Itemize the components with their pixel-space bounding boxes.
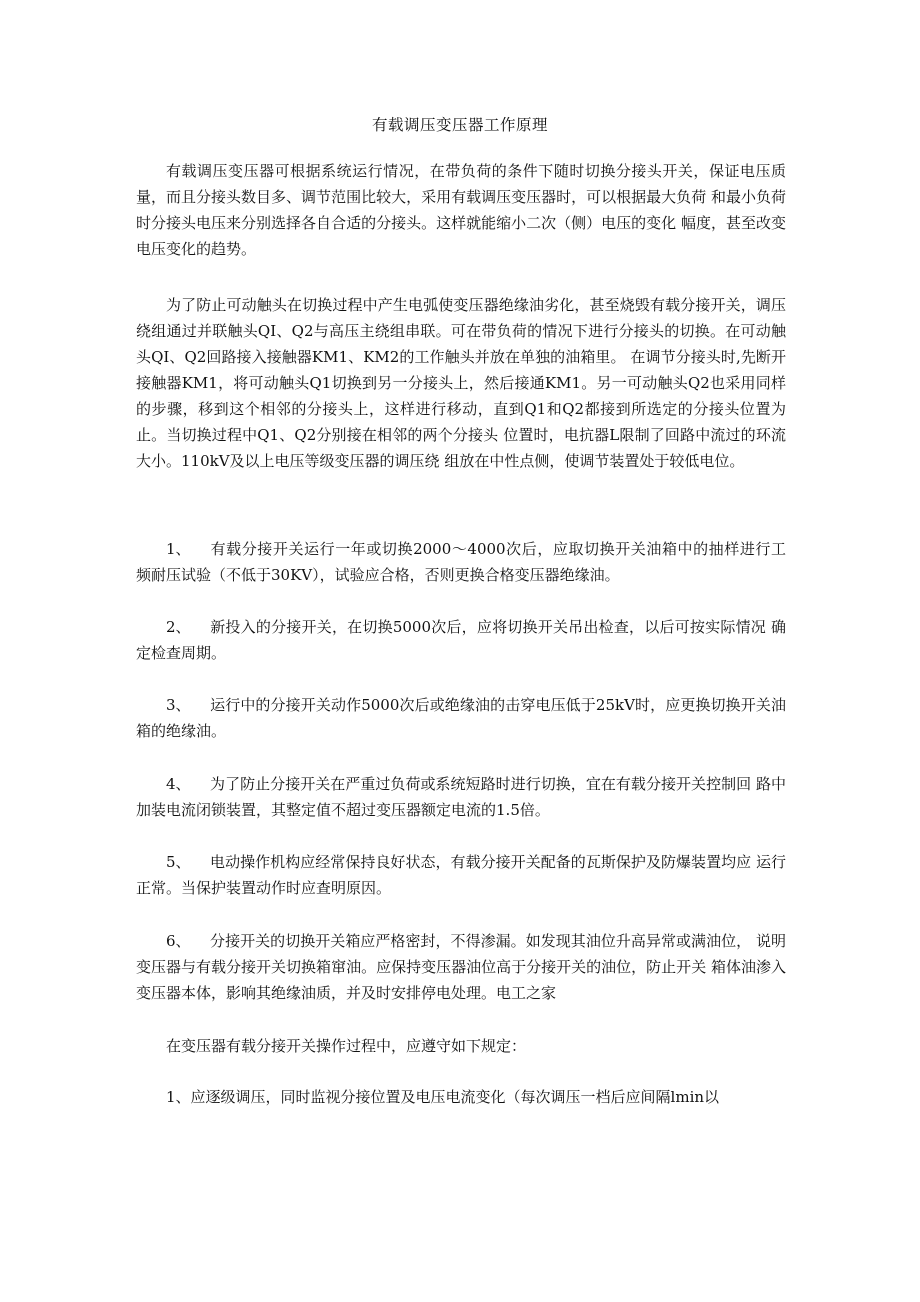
rule-item-1: 1、应逐级调压，同时监视分接位置及电压电流变化（每次调压一档后应间隔lmin以: [166, 1088, 720, 1106]
list-item-text: 新投入的分接开关，在切换5000次后，应将切换开关吊出检查，以后可按实际情况 确定检查周期。: [136, 618, 786, 662]
document-title: 有载调压变压器工作原理: [371, 116, 548, 134]
list-item-number: 4、: [166, 775, 191, 793]
list-item-text: 电动操作机构应经常保持良好状态，有载分接开关配备的瓦斯保护及防爆装置均应 运行正常。当保护装置动作时应查明原因。: [136, 853, 786, 897]
list-item-number: 5、: [166, 853, 191, 871]
list-item-number: 3、: [166, 696, 191, 714]
list-item-text: 有载分接开关运行一年或切换2000～4000次后，应取切换开关油箱中的抽样进行工 频耐压试验（不低于30KV），试验应合格，否则更换合格变压器绝缘油。: [136, 540, 786, 584]
list-item-text: 为了防止分接开关在严重过负荷或系统短路时进行切换，宜在有载分接开关控制回 路中加装电流闭锁装置，其整定值不超过变压器额定电流的1.5倍。: [136, 775, 786, 819]
list-item-3: [136, 692, 786, 744]
list-item-6: [136, 928, 786, 1006]
paragraph-intro: 有载调压变压器可根据系统运行情况，在带负荷的条件下随时切换分接头开关，保证电压质量，而且分接头数目多、调节范围比较大，采用有载调压变压器时，可以根据最大负荷 和最小负荷时分接头电压来分别选择各自合适的分接头。这样就能缩小二次（侧）电压的变化 幅度，甚至改变电压变化的趋势。: [136, 162, 786, 258]
list-item-number: 2、: [166, 618, 191, 636]
rules-intro: 在变压器有载分接开关操作过程中，应遵守如下规定：: [166, 1037, 527, 1055]
paragraph-principle: 为了防止可动触头在切换过程中产生电弧使变压器绝缘油劣化，甚至烧毁有载分接开关，调压绕组通过并联触头QI、Q2与高压主绕组串联。可在带负荷的情况下进行分接头的切换。在可动触头QI、Q2回路接入接触器KM1、KM2的工作触头并放在单独的油箱里。 在调节分接头时,先断开接触器KM1，将可动触头Q1切换到另一分接头上，然后接通KM1。另一可动触头Q2也采用同样的步骤，移到这个相邻的分接头上，这样进行移动，直到Q1和Q2都接到所选定的分接头位置为止。当切换过程中Q1、Q2分别接在相邻的两个分接头 位置时，电抗器L限制了回路中流过的环流大小。110kV及以上电压等级变压器的调压绕 组放在中性点侧，使调节装置处于较低电位。: [136, 296, 786, 470]
list-item-number: 1、: [166, 540, 191, 558]
list-item-text: 运行中的分接开关动作5000次后或绝缘油的击穿电压低于25kV时，应更换切换开关油箱的绝缘油。: [136, 696, 786, 740]
list-item-2: [136, 614, 786, 666]
list-item-text: 分接开关的切换开关箱应严格密封，不得渗漏。如发现其油位升高异常或满油位， 说明变压器与有载分接开关切换箱窜油。应保持变压器油位高于分接开关的油位，防止开关 箱体油渗入变压器本体，影响其绝缘油质，并及时安排停电处理。电工之家: [136, 932, 786, 1002]
list-item-5: [136, 849, 786, 901]
list-item-1: [136, 536, 786, 588]
list-item-4: [136, 771, 786, 823]
list-item-number: 6、: [166, 932, 191, 950]
